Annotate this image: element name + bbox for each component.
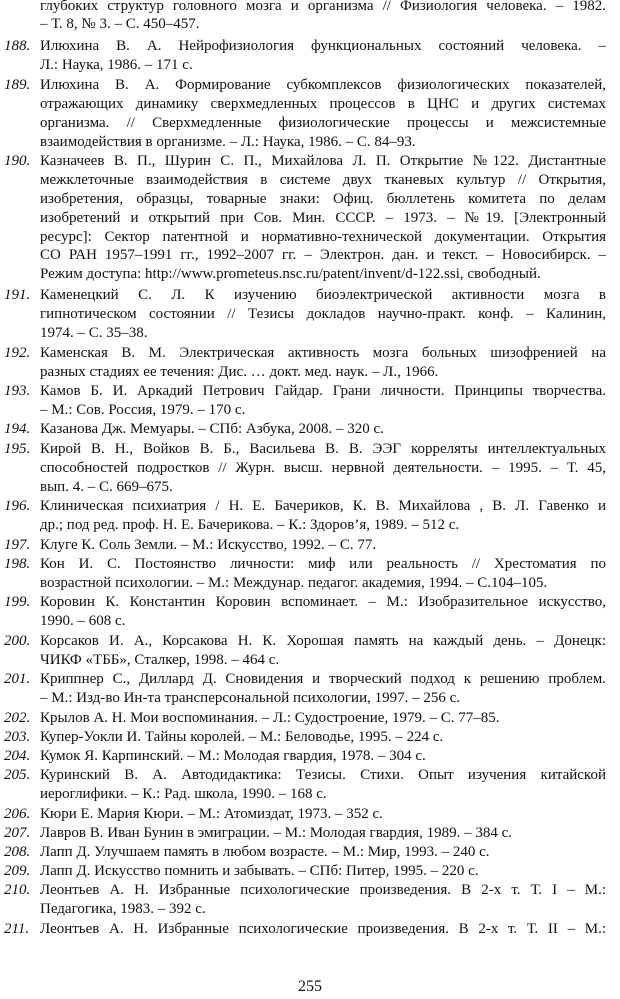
reference-text — [40, 881, 606, 919]
reference-text — [40, 555, 606, 593]
reference-text — [40, 286, 606, 343]
reference-line: Каменецкий С. Л. К изучению биоэлектрической активности мозга в — [40, 287, 606, 303]
reference-line: Купер-Уокли И. Тайны королей. – М.: Беловодье, 1995. – 224 с. — [40, 729, 444, 745]
reference-number: 210. — [4, 882, 31, 898]
reference-line: Илюхина В. А. Формирование субкомплексов физиологических показателей, — [40, 77, 606, 93]
reference-line: Илюхина В. А. Нейрофизиология функциональных состояний человека. – — [40, 38, 606, 54]
reference-text — [40, 805, 606, 824]
reference-text — [40, 728, 606, 747]
reference-number: 197. — [4, 537, 31, 553]
reference-line: СО РАН 1957–1991 гг., 1992–2007 гг. – Электрон. дан. и текст. – Новосибирск. – — [40, 247, 606, 264]
reference-line: вып. 4. – С. 669–675. — [40, 478, 173, 495]
reference-line: Кумок Я. Карпинский. – М.: Молодая гвардия, 1978. – 304 с. — [40, 748, 426, 764]
reference-line: 1974. – С. 35–38. — [40, 324, 148, 341]
reference-number: 209. — [4, 863, 31, 879]
reference-number: 199. — [4, 594, 31, 610]
reference-line: Казанова Дж. Мемуары. – СПб: Азбука, 2008. – 320 с. — [40, 421, 384, 437]
reference-text — [40, 37, 606, 75]
reference-line: ресурс]: Сектор патентной и нормативно-технической документации. Открытия — [40, 228, 606, 245]
reference-text — [40, 747, 606, 766]
reference-line: Лапп Д. Улучшаем память в любом возрасте. – М.: Мир, 1993. – 240 с. — [40, 844, 490, 860]
reference-number: 189. — [4, 77, 31, 93]
reference-number: 198. — [4, 556, 31, 572]
reference-text — [40, 843, 606, 862]
reference-line: – М.: Изд-во Ин-та трансперсональной психологии, 1997. – 256 с. — [40, 689, 461, 706]
reference-line: отражающих динамику сверхмедленных процессов в ЦНС и других системах — [40, 95, 606, 112]
reference-number: 207. — [4, 825, 31, 841]
reference-line: – М.: Сов. Россия, 1979. – 170 с. — [40, 401, 246, 418]
reference-line: Казначеев В. П., Шурин С. П., Михайлова Л. П. Открытие №122. Дистантные — [40, 153, 606, 169]
reference-number: 188. — [4, 38, 31, 54]
reference-line: Педагогика, 1983. – 392 с. — [40, 900, 206, 917]
reference-text — [40, 766, 606, 804]
reference-number: 206. — [4, 806, 31, 822]
reference-line: Режим доступа: http://www.prometeus.nsc.ru/patent/invent/d-122.ssi, свободный. — [40, 266, 541, 283]
reference-line: Кон И. С. Постоянство личности: миф или реальность // Хрестоматия по — [40, 556, 606, 572]
reference-text — [40, 536, 606, 555]
reference-text — [40, 76, 606, 152]
reference-text — [40, 497, 606, 535]
continued-line: – Т. 8, № 3. – С. 450–457. — [40, 16, 200, 32]
reference-line: Лапп Д. Искусство помнить и забывать. – СПб: Питер, 1995. – 220 с. — [40, 863, 479, 879]
reference-line: Каменская В. М. Электрическая активность мозга больных шизофренией на — [40, 345, 606, 361]
reference-number: 201. — [4, 671, 31, 687]
reference-line: ЧИКФ «ТББ», Сталкер, 1998. – 464 с. — [40, 651, 280, 668]
reference-line: 1990. – 608 с. — [40, 612, 126, 629]
reference-number: 202. — [4, 710, 31, 726]
reference-text — [40, 440, 606, 497]
reference-number: 203. — [4, 729, 31, 745]
reference-line: Клуге К. Соль Земли. – М.: Искусство, 1992. – С. 77. — [40, 537, 377, 553]
reference-line: способностей подростков // Журн. высш. нервной деятельности. – 1995. – Т. 45, — [40, 459, 606, 476]
reference-number: 200. — [4, 633, 31, 649]
reference-line: иероглифики. – К.: Рад. школа, 1990. – 168 с. — [40, 785, 327, 802]
reference-line: Клиническая психиатрия / Н. Е. Бачериков, К. В. Михайлова , В. Л. Гавенко и — [40, 498, 606, 514]
reference-line: гипнотическом состоянии // Тезисы докладов научно-практ. конф. – Калинин, — [40, 305, 606, 322]
reference-line: изобретения, образцы, товарные знаки: Офиц. бюллетень комитета по делам — [40, 190, 606, 207]
reference-text — [40, 920, 606, 939]
reference-line: разных стадиях ее течения: Дис. … докт. мед. наук. – Л., 1966. — [40, 363, 439, 380]
reference-number: 195. — [4, 441, 31, 457]
reference-text — [40, 344, 606, 382]
reference-line: межклеточные взаимодействия в системе двух тканевых культур // Открытия, — [40, 171, 606, 188]
continued-line: глубоких структур головного мозга и организма // Физиология человека. – 1982. — [40, 0, 606, 14]
reference-number: 211. — [4, 921, 30, 937]
reference-text — [40, 824, 606, 843]
reference-text — [40, 632, 606, 670]
reference-line: Криппнер С., Диллард Д. Сновидения и творческий подход к решению проблем. — [40, 671, 606, 687]
reference-number: 190. — [4, 153, 31, 169]
reference-number: 196. — [4, 498, 31, 514]
reference-line: Л.: Наука, 1986. – 171 с. — [40, 56, 193, 73]
reference-number: 208. — [4, 844, 31, 860]
reference-line: возрастной психологии. – М.: Междунар. педагог. академия, 1994. – С.104–105. — [40, 574, 548, 591]
reference-number: 194. — [4, 421, 31, 437]
reference-line: Кирой В. Н., Войков В. Б., Васильева В. В. ЭЭГ корреляты интеллектуальных — [40, 441, 606, 457]
reference-text — [40, 382, 606, 420]
reference-line: взаимодействия в организме. – Л.: Наука, 1986. – С. 84–93. — [40, 133, 416, 150]
reference-line: Коровин К. Константин Коровин вспоминает. – М.: Изобразительное искусство, — [40, 594, 606, 610]
reference-number: 193. — [4, 383, 31, 399]
continued-reference — [40, 0, 606, 33]
reference-line: изобретений и открытий при Сов. Мин. СССР. – 1973. – №19. [Электронный — [40, 209, 606, 226]
reference-text — [40, 709, 606, 728]
reference-line: Лавров В. Иван Бунин в эмиграции. – М.: Молодая гвардия, 1989. – 384 с. — [40, 825, 513, 841]
reference-line: Леонтьев А. Н. Избранные психологические произведения. В 2-х т. Т. II – М.: — [40, 921, 606, 937]
reference-line: Крылов А. Н. Мои воспоминания. – Л.: Судостроение, 1979. – С. 77–85. — [40, 710, 500, 726]
reference-text — [40, 862, 606, 881]
reference-line: Кюри Е. Мария Кюри. – М.: Атомиздат, 1973. – 352 с. — [40, 806, 383, 822]
reference-text — [40, 420, 606, 439]
reference-text — [40, 670, 606, 708]
reference-number: 192. — [4, 345, 31, 361]
reference-number: 205. — [4, 767, 31, 783]
reference-line: др.; под ред. проф. Н. Е. Бачерикова. – К.: Здоров’я, 1989. – 512 с. — [40, 516, 460, 533]
reference-line: организма. // Сверхмедленные физиологические процессы и межсистемные — [40, 114, 606, 131]
reference-text — [40, 152, 606, 284]
reference-number: 191. — [4, 287, 31, 303]
reference-text — [40, 593, 606, 631]
reference-line: Корсаков И. А., Корсакова Н. К. Хорошая память на каждый день. – Донецк: — [40, 633, 606, 649]
reference-number: 204. — [4, 748, 31, 764]
page-number: 255 — [298, 978, 322, 995]
reference-line: Куринский В. А. Автодидактика: Тезисы. Стихи. Опыт изучения китайской — [40, 767, 606, 783]
reference-line: Леонтьев А. Н. Избранные психологические произведения. В 2-х т. Т. I – М.: — [40, 882, 606, 898]
reference-line: Камов Б. И. Аркадий Петрович Гайдар. Грани личности. Принципы творчества. — [40, 383, 606, 399]
